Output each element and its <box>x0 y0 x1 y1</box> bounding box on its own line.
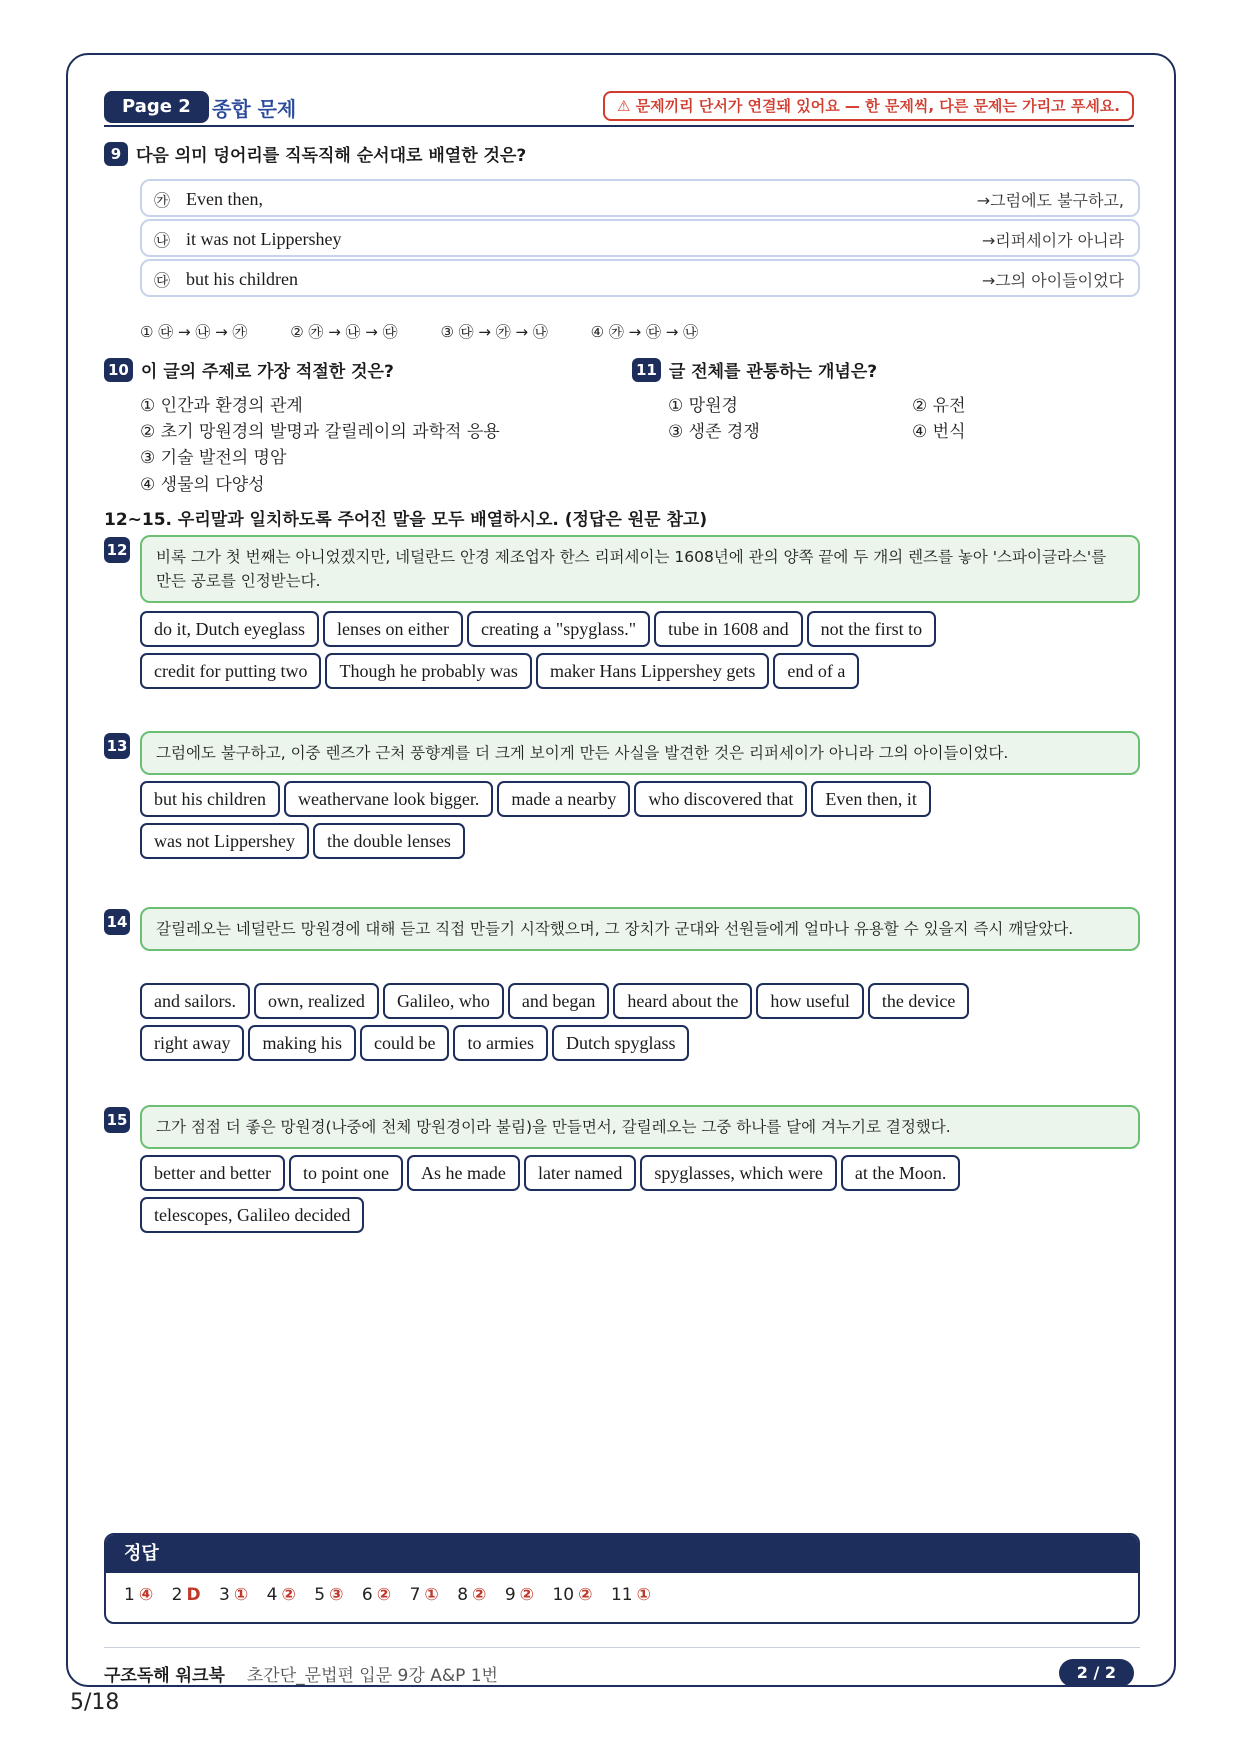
q10-option[interactable]: ② 초기 망원경의 발명과 갈릴레이의 과학적 응용 <box>140 422 500 442</box>
word-chip[interactable]: to armies <box>453 1025 547 1061</box>
q10-number: 10 <box>104 358 133 382</box>
answer-title: 정답 <box>106 1535 1138 1573</box>
q15-chips <box>140 1155 1140 1239</box>
word-chip[interactable]: made a nearby <box>497 781 630 817</box>
word-chip[interactable]: how useful <box>756 983 864 1019</box>
answer-number: 3 <box>219 1585 230 1605</box>
page-title: 종합 문제 <box>212 97 297 121</box>
answer-number: 4 <box>266 1585 278 1605</box>
answer-number: 11 <box>610 1585 633 1605</box>
word-chip[interactable]: Galileo, who <box>383 983 504 1019</box>
word-chip[interactable]: could be <box>360 1025 449 1061</box>
word-chip[interactable]: do it, Dutch eyeglass <box>140 611 319 647</box>
word-chip[interactable]: creating a "spyglass." <box>467 611 650 647</box>
q11-number: 11 <box>632 358 661 382</box>
q9-choices <box>140 321 736 342</box>
answer-item <box>267 1585 296 1605</box>
q13-chips <box>140 781 1140 865</box>
answer-number: 5 <box>314 1585 326 1605</box>
q10-heading <box>104 357 394 382</box>
q9-choice[interactable]: ③ ㉰ → ㉮ → ㉯ <box>440 323 548 341</box>
row-mark: ㉰ <box>154 271 171 290</box>
answer-number: 10 <box>552 1585 575 1605</box>
row-mark: ㉮ <box>154 191 171 210</box>
answer-item <box>124 1585 153 1605</box>
answer-item <box>314 1585 343 1605</box>
row-korean: →리퍼세이가 아니라 <box>981 231 1124 250</box>
worksheet-page <box>66 53 1176 1687</box>
answer-item <box>552 1585 592 1605</box>
word-chip[interactable]: not the first to <box>807 611 937 647</box>
word-chip[interactable]: telescopes, Galileo decided <box>140 1197 364 1233</box>
footer-subtitle: 초간단_문법편 입문 9강 A&P 1번 <box>246 1666 498 1686</box>
page-content <box>104 91 1134 1686</box>
q11-option[interactable]: ① 망원경 <box>668 396 738 416</box>
q12-korean-sentence: 비록 그가 첫 번째는 아니었겠지만, 네덜란드 안경 제조업자 한스 리퍼세이는 1608년에 관의 양쪽 끝에 두 개의 렌즈를 놓아 '스파이글라스'를 만든 공로를 인정받는다. <box>140 535 1140 603</box>
word-chip[interactable]: weathervane look bigger. <box>284 781 493 817</box>
answer-number: 7 <box>409 1585 421 1605</box>
q11-question: 글 전체를 관통하는 개념은? <box>668 362 878 382</box>
answer-value: ② <box>376 1585 392 1605</box>
word-chip[interactable]: spyglasses, which were <box>640 1155 836 1191</box>
word-chip[interactable]: heard about the <box>613 983 752 1019</box>
q11-option[interactable]: ③ 생존 경쟁 <box>668 422 760 442</box>
word-chip[interactable]: making his <box>248 1025 356 1061</box>
footer <box>104 1661 498 1686</box>
answer-number: 9 <box>504 1585 516 1605</box>
q14-korean-sentence: 갈릴레오는 네덜란드 망원경에 대해 듣고 직접 만들기 시작했으며, 그 장치가 군대와 선원들에게 얼마나 유용할 수 있을지 즉시 깨달았다. <box>140 907 1140 951</box>
page-header <box>104 91 1134 127</box>
pdf-page-number: 5/18 <box>70 1690 120 1715</box>
word-chip[interactable]: right away <box>140 1025 244 1061</box>
word-chip[interactable]: and began <box>508 983 609 1019</box>
q9-row <box>140 259 1140 297</box>
answer-box <box>104 1533 1140 1624</box>
word-chip[interactable]: later named <box>524 1155 636 1191</box>
q13-korean-sentence: 그럼에도 불구하고, 이중 렌즈가 근처 풍향계를 더 크게 보이게 만든 사실을 발견한 것은 리퍼세이가 아니라 그의 아이들이었다. <box>140 731 1140 775</box>
q10-option[interactable]: ① 인간과 환경의 관계 <box>140 396 303 416</box>
q13-number: 13 <box>104 733 130 759</box>
row-english: Even then, <box>186 189 263 209</box>
word-chip[interactable]: own, realized <box>254 983 379 1019</box>
answer-value: ③ <box>329 1585 344 1605</box>
answer-value: D <box>186 1585 201 1605</box>
q9-choice[interactable]: ② ㉮ → ㉯ → ㉰ <box>290 323 398 341</box>
row-english: it was not Lippershey <box>186 229 342 249</box>
section-heading: 12~15. 우리말과 일치하도록 주어진 말을 모두 배열하시오. (정답은 원문 참고) <box>104 510 708 530</box>
q9-question: 다음 의미 덩어리를 직독직해 순서대로 배열한 것은? <box>136 146 527 166</box>
row-korean: →그의 아이들이었다 <box>981 271 1124 290</box>
answer-item <box>410 1585 439 1605</box>
word-chip[interactable]: Even then, it <box>811 781 930 817</box>
q12-number: 12 <box>104 537 130 563</box>
q9-heading <box>104 141 526 166</box>
q12-chips <box>140 611 1140 695</box>
word-chip[interactable]: maker Hans Lippershey gets <box>536 653 769 689</box>
answer-value: ② <box>281 1585 296 1605</box>
q11-option[interactable]: ④ 번식 <box>912 422 966 442</box>
answer-value: ② <box>519 1585 535 1605</box>
answer-item <box>457 1585 486 1605</box>
answer-item <box>611 1585 651 1605</box>
answer-value: ④ <box>138 1585 154 1605</box>
word-chip[interactable]: was not Lippershey <box>140 823 309 859</box>
answer-item <box>172 1585 201 1605</box>
answer-value: ② <box>578 1585 593 1605</box>
answer-value: ② <box>472 1585 487 1605</box>
answer-number: 1 <box>124 1585 135 1605</box>
word-chip[interactable]: As he made <box>407 1155 520 1191</box>
q11-heading <box>632 357 877 382</box>
word-chip[interactable]: lenses on either <box>323 611 463 647</box>
row-mark: ㉯ <box>154 231 171 250</box>
answer-number: 6 <box>361 1585 373 1605</box>
word-chip[interactable]: Though he probably was <box>325 653 531 689</box>
footer-divider <box>104 1647 1140 1648</box>
footer-page-indicator: 2 / 2 <box>1059 1659 1134 1687</box>
q11-option[interactable]: ② 유전 <box>912 396 966 416</box>
page-label: Page 2 <box>104 91 209 123</box>
word-chip[interactable]: to point one <box>289 1155 403 1191</box>
row-korean: →그럼에도 불구하고, <box>976 191 1124 210</box>
q10-option[interactable]: ④ 생물의 다양성 <box>140 475 265 495</box>
q10-option[interactable]: ③ 기술 발전의 명암 <box>140 448 287 468</box>
answer-number: 8 <box>457 1585 469 1605</box>
answer-value: ① <box>233 1585 249 1605</box>
footer-brand: 구조독해 워크북 <box>104 1666 225 1686</box>
q9-row <box>140 219 1140 257</box>
answer-value: ① <box>424 1585 439 1605</box>
q14-chips <box>140 983 1140 1067</box>
word-chip[interactable]: who discovered that <box>634 781 807 817</box>
answer-item <box>362 1585 391 1605</box>
q9-number: 9 <box>104 142 128 166</box>
q9-choice[interactable]: ④ ㉮ → ㉰ → ㉯ <box>590 323 699 341</box>
word-chip[interactable]: but his children <box>140 781 280 817</box>
answer-number: 2 <box>171 1585 183 1605</box>
word-chip[interactable]: credit for putting two <box>140 653 321 689</box>
word-chip[interactable]: and sailors. <box>140 983 250 1019</box>
answer-list <box>106 1573 1138 1617</box>
warning-banner: ⚠ 문제끼리 단서가 연결돼 있어요 — 한 문제씩, 다른 문제는 가리고 푸세요. <box>603 91 1134 121</box>
answer-item <box>505 1585 534 1605</box>
q15-korean-sentence: 그가 점점 더 좋은 망원경(나중에 천체 망원경이라 불림)을 만들면서, 갈릴레오는 그중 하나를 달에 겨누기로 결정했다. <box>140 1105 1140 1149</box>
q10-question: 이 글의 주제로 가장 적절한 것은? <box>140 362 394 382</box>
q9-row <box>140 179 1140 217</box>
word-chip[interactable]: better and better <box>140 1155 285 1191</box>
word-chip[interactable]: the device <box>868 983 969 1019</box>
q9-choice[interactable]: ① ㉰ → ㉯ → ㉮ <box>140 323 248 341</box>
q15-number: 15 <box>104 1107 130 1133</box>
q14-number: 14 <box>104 909 130 935</box>
word-chip[interactable]: the double lenses <box>313 823 465 859</box>
answer-value: ① <box>636 1585 651 1605</box>
word-chip[interactable]: Dutch spyglass <box>552 1025 690 1061</box>
word-chip[interactable]: end of a <box>773 653 859 689</box>
row-english: but his children <box>186 269 298 289</box>
answer-item <box>219 1585 248 1605</box>
word-chip[interactable]: tube in 1608 and <box>654 611 802 647</box>
word-chip[interactable]: at the Moon. <box>841 1155 961 1191</box>
